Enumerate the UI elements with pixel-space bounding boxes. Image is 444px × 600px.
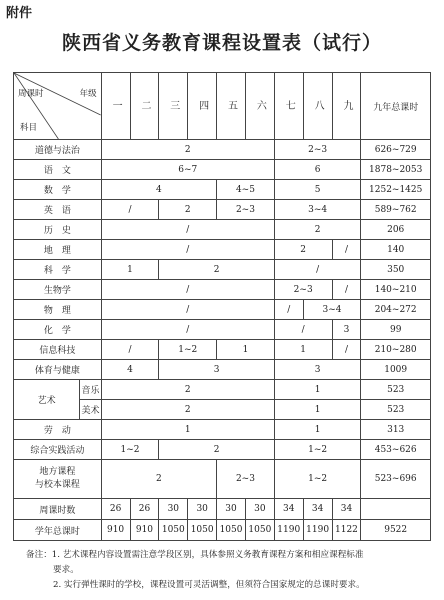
subject-name: 生物学: [14, 280, 102, 300]
hours-cell: 2~3: [217, 200, 275, 220]
subject-name: 化 学: [14, 320, 102, 340]
hours-cell: 1~2: [101, 440, 159, 460]
hours-cell: 2: [101, 400, 274, 420]
total-cell: 1878~2053: [361, 160, 431, 180]
total-cell: 1252~1425: [361, 180, 431, 200]
grade-header: 七: [274, 73, 303, 140]
corner-week-hours: 周课时: [18, 89, 44, 99]
subject-name: 音乐: [80, 380, 101, 400]
subject-name: 语 文: [14, 160, 102, 180]
grade-header: 八: [303, 73, 332, 140]
hours-cell: 3~4: [274, 200, 361, 220]
total-cell: 204~272: [361, 300, 431, 320]
subject-name: 科 学: [14, 260, 102, 280]
total-cell: [361, 499, 431, 520]
weekly-cell: 26: [101, 499, 130, 520]
grade-header: 五: [217, 73, 246, 140]
total-cell: 9522: [361, 520, 431, 541]
total-header: 九年总课时: [361, 73, 431, 140]
hours-cell: 2: [159, 260, 274, 280]
weekly-cell: 30: [217, 499, 246, 520]
row-labor: [14, 420, 431, 440]
row-history: [14, 220, 431, 240]
yearly-cell: 1050: [245, 520, 274, 541]
subject-name: [14, 460, 102, 499]
yearly-cell: 1190: [303, 520, 332, 541]
total-cell: 350: [361, 260, 431, 280]
yearly-cell: 1050: [217, 520, 246, 541]
grade-header: 六: [245, 73, 274, 140]
subject-name: 物 理: [14, 300, 102, 320]
hours-cell: 2: [274, 220, 361, 240]
note-1-continued: 要求。: [53, 565, 79, 575]
row-weekly: [14, 499, 431, 520]
row-biology: [14, 280, 431, 300]
total-cell: 523~696: [361, 460, 431, 499]
hours-cell: 2~3: [217, 460, 275, 499]
grade-header: 九: [332, 73, 361, 140]
hours-cell: 2: [159, 440, 274, 460]
hours-cell: 1: [101, 420, 274, 440]
hours-cell: 6~7: [101, 160, 274, 180]
subject-name-line1: 地方课程: [39, 467, 76, 477]
weekly-cell: 34: [303, 499, 332, 520]
total-cell: 140~210: [361, 280, 431, 300]
hours-cell: 4: [101, 360, 159, 380]
header-row: [14, 73, 431, 140]
row-music: [14, 380, 431, 400]
subject-name: 地 理: [14, 240, 102, 260]
subject-name: 美术: [80, 400, 101, 420]
row-pe: [14, 360, 431, 380]
hours-cell: 1~2: [274, 440, 361, 460]
row-math: [14, 180, 431, 200]
grade-header: 二: [130, 73, 159, 140]
hours-cell: 4~5: [217, 180, 275, 200]
hours-cell: 1: [274, 380, 361, 400]
weekly-cell: 30: [245, 499, 274, 520]
subject-name: 周课时数: [14, 499, 102, 520]
grade-header: 三: [159, 73, 188, 140]
hours-cell: /: [101, 300, 274, 320]
note-2: 2. 实行弹性课时的学校，课程设置可灵活调整，但须符合国家规定的总课时要求。: [53, 580, 365, 590]
yearly-cell: 910: [101, 520, 130, 541]
row-english: [14, 200, 431, 220]
row-it: [14, 340, 431, 360]
attachment-label: 附件: [6, 6, 33, 21]
total-cell: 206: [361, 220, 431, 240]
row-yearly: [14, 520, 431, 541]
hours-cell: 2~3: [274, 140, 361, 160]
hours-cell: /: [101, 240, 274, 260]
hours-cell: 1: [274, 400, 361, 420]
hours-cell: 1: [101, 260, 159, 280]
weekly-cell: 30: [188, 499, 217, 520]
hours-cell: 3~4: [303, 300, 361, 320]
diagonal-header-cell: [14, 73, 102, 140]
subject-name: 学年总课时: [14, 520, 102, 541]
total-cell: 626~729: [361, 140, 431, 160]
hours-cell: 2: [101, 460, 216, 499]
hours-cell: /: [274, 320, 332, 340]
hours-cell: /: [101, 280, 274, 300]
hours-cell: 2: [159, 200, 217, 220]
row-science: [14, 260, 431, 280]
total-cell: 313: [361, 420, 431, 440]
art-group-label: 艺术: [14, 380, 80, 420]
total-cell: 523: [361, 400, 431, 420]
weekly-cell: 34: [274, 499, 303, 520]
hours-cell: 3: [274, 360, 361, 380]
yearly-cell: 1050: [188, 520, 217, 541]
row-moral: [14, 140, 431, 160]
total-cell: 523: [361, 380, 431, 400]
corner-grade: 年级: [79, 89, 97, 99]
row-chinese: [14, 160, 431, 180]
total-cell: 99: [361, 320, 431, 340]
hours-cell: 6: [274, 160, 361, 180]
notes: [26, 548, 436, 593]
hours-cell: 4: [101, 180, 216, 200]
subject-name: 劳 动: [14, 420, 102, 440]
hours-cell: 1: [217, 340, 275, 360]
hours-cell: 3: [332, 320, 361, 340]
document-title: 陕西省义务教育课程设置表（试行）: [61, 32, 382, 54]
subject-name: 体育与健康: [14, 360, 102, 380]
subject-name-line2: 与校本课程: [34, 480, 80, 490]
hours-cell: /: [332, 280, 361, 300]
subject-name: 历 史: [14, 220, 102, 240]
yearly-cell: 910: [130, 520, 159, 541]
hours-cell: /: [101, 340, 159, 360]
weekly-cell: 34: [332, 499, 361, 520]
hours-cell: 1: [274, 420, 361, 440]
curriculum-table: [13, 72, 431, 541]
total-cell: 453~626: [361, 440, 431, 460]
yearly-cell: 1122: [332, 520, 361, 541]
row-local: [14, 460, 431, 499]
hours-cell: /: [332, 340, 361, 360]
hours-cell: 1: [274, 340, 332, 360]
hours-cell: 2~3: [274, 280, 332, 300]
note-1: 备注：1. 艺术课程内容设置需注意学段区别，具体参照义务教育课程方案和相应课程标准: [26, 550, 364, 560]
row-practice: [14, 440, 431, 460]
grade-header: 一: [101, 73, 130, 140]
hours-cell: 1~2: [274, 460, 361, 499]
hours-cell: 5: [274, 180, 361, 200]
total-cell: 589~762: [361, 200, 431, 220]
hours-cell: 2: [101, 140, 274, 160]
hours-cell: /: [274, 300, 303, 320]
subject-name: 道德与法治: [14, 140, 102, 160]
total-cell: 140: [361, 240, 431, 260]
row-chemistry: [14, 320, 431, 340]
hours-cell: /: [332, 240, 361, 260]
corner-subject: 科目: [20, 123, 38, 133]
hours-cell: /: [101, 320, 274, 340]
weekly-cell: 26: [130, 499, 159, 520]
hours-cell: /: [101, 220, 274, 240]
yearly-cell: 1050: [159, 520, 188, 541]
hours-cell: 1~2: [159, 340, 217, 360]
subject-name: 信息科技: [14, 340, 102, 360]
total-cell: 1009: [361, 360, 431, 380]
hours-cell: 2: [274, 240, 332, 260]
hours-cell: /: [101, 200, 159, 220]
grade-header: 四: [188, 73, 217, 140]
weekly-cell: 30: [159, 499, 188, 520]
yearly-cell: 1190: [274, 520, 303, 541]
row-geography: [14, 240, 431, 260]
hours-cell: /: [274, 260, 361, 280]
total-cell: 210~280: [361, 340, 431, 360]
subject-name: 数 学: [14, 180, 102, 200]
subject-name: 英 语: [14, 200, 102, 220]
subject-name: 综合实践活动: [14, 440, 102, 460]
hours-cell: 2: [101, 380, 274, 400]
row-physics: [14, 300, 431, 320]
hours-cell: 3: [159, 360, 274, 380]
